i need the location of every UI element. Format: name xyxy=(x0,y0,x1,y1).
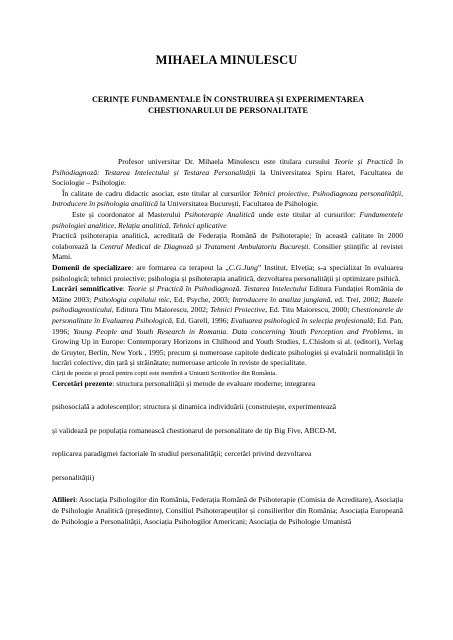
lucrari-paragraph xyxy=(52,284,403,369)
afilieri-paragraph xyxy=(52,495,403,527)
book-title: Teorie și Practică în Psihodiagnoză. Testarea Intelectului xyxy=(127,284,307,294)
title-line-1: CERINȚE FUNDAMENTALE ÎN CONSTRUIREA ȘI EXPERIMENTAREA xyxy=(92,95,364,104)
intro-paragraph-2 xyxy=(52,189,403,210)
title-line-2: CHESTIONARULUI DE PERSONALITATE xyxy=(148,105,308,115)
text-run: , in Growing Up in Europe: Contemporary Horizons in Chilhood and Youth Studies, L.Chislom si al. (editori), Verlag de Gruyter, Berlin, New York , 1995; xyxy=(52,326,403,357)
text-run: : are formarea ca terapeut la „ xyxy=(131,262,229,272)
text-run: Profesor universitar Dr. Mihaela Minulescu este titulara cursului xyxy=(118,157,335,166)
text-run: ; Ed. Pan, 1996; xyxy=(52,315,404,336)
section-label: Cercetări prezente xyxy=(52,378,113,388)
poetry-note: Cărți de poezie și proză pentru copii este membră a Uniunii Scriitorilor din România. xyxy=(52,369,277,377)
cercetari-line-3: și validează pe populația romanească chestionarul de personalitate de tip Big Five, ABCD-M, xyxy=(52,425,337,435)
text-run: În calitate de cadru didactic asociat, este titular al cursurilor xyxy=(62,188,253,198)
specializare-paragraph xyxy=(52,263,403,284)
text-run: precum și numeroase capitole dedicate psihologiei și evaluării normalității în lucrări colective, din țară și străinătate; numeroase articole în reviste de specialitate. xyxy=(52,347,403,368)
cercetari-line-2: psihosocială a adolescenților; structura și dinamica individuării (construiește, experimentează xyxy=(52,402,337,412)
section-label: Domenii de specializare xyxy=(52,262,132,272)
cercetari-line-1 xyxy=(52,378,403,390)
intro-paragraph-4 xyxy=(52,231,403,263)
text-run: , Ed. Psyche, 2003; xyxy=(169,294,233,304)
text-run: Este și coordonator al Masterului xyxy=(72,209,185,219)
text-run: : Asociația Psihologilor din România, Federația Română de Psihoterapie (Comisia de Acreditare), Asociația de Psihologie Analitică (președinte), Consiliul Psihoterapeuților și consilierilor din România; Asociația Europeană de Psihologie a Personalității, Asociația Psihologilor Americani; Asociația de Psihologie Umanistă xyxy=(52,495,403,526)
text-run: , Ed. Garell, 1996; xyxy=(171,315,231,325)
intro-paragraph-1 xyxy=(52,157,403,189)
text-run: : xyxy=(122,284,128,294)
book-title: Chestionarele de personalitate în Evaluarea Psihologică xyxy=(52,305,403,325)
book-title: Evaluarea psihologică în selecția profesională xyxy=(230,315,374,325)
book-title: Young People and Youth Research in Romania. Data concerning Youth Perception and Problems xyxy=(73,326,392,336)
course-title: Teorie și Practică în Psihodiagnoză: Testarea Intelectului și Testarea Personalității xyxy=(52,157,403,177)
text-run: , ed. Trei, 2002; xyxy=(330,294,383,304)
text-run: Consilier științific al revistei Mami. xyxy=(52,241,404,262)
text-run: ” Institut, Elveția; s-a specializat în evaluarea psihologică; tehnici proiective; psihologia și psihoterapia analitică, dezvoltarea personalității și optimizare psihică. xyxy=(52,262,403,283)
text-run: la Universitatea Spiru Haret, Facultatea de Sociologie – Psihologie. xyxy=(52,167,403,188)
center-name: Centrul Medical de Diagnoză și Tratament Ambulatoriu București. xyxy=(99,241,311,251)
text-run: unde este titular al cursurilor: xyxy=(254,209,360,219)
course-titles: Fundamentele psihologiei analitice, Relația analitică, Tehnici aplicative xyxy=(52,209,403,230)
text-run: Editura Fundației România de Mâine 2003; xyxy=(52,284,403,304)
text-run: la Universitatea București, Facultatea de Psihologie. xyxy=(157,199,319,209)
cercetari-line-4: replicarea paradigmei factoriale în studiul personalității; cercetări privind dezvoltarea xyxy=(52,449,312,459)
book-title: Introducere în analiza jungiană xyxy=(232,294,331,304)
book-title: Psihologia copilului mic xyxy=(93,294,170,304)
document-body xyxy=(52,157,403,527)
cercetari-line-5: personalității) xyxy=(52,472,95,482)
intro-paragraph-3 xyxy=(52,210,403,231)
text-run: , Ed. Titu Maiorescu, 2000; xyxy=(265,305,352,315)
author-name: MIHAELA MINULESCU xyxy=(155,53,298,67)
institute-name: C.G.Jung xyxy=(228,262,258,272)
text-run: : structura personalității și metode de evaluare moderne; integrarea xyxy=(112,378,316,388)
section-label: Lucrări semnificative xyxy=(52,284,123,294)
document-title xyxy=(66,95,390,116)
master-title: Psihoterapie Analitică xyxy=(184,209,255,219)
text-run: Practică psihoterapia analitică, acreditată de Federația Română de Psihoterapie; în această calitate în 2000 colaborează la xyxy=(52,231,403,251)
book-title: Tehnici Proiective xyxy=(210,305,266,315)
course-titles: Tehnici proiective, Psihodiagnoza personalității, Introducere în psihologia analitică xyxy=(52,188,403,209)
book-title: Bazele psihodiagnosticului xyxy=(52,294,404,315)
section-label: Afilieri xyxy=(52,495,76,505)
text-run: , Editura Titu Maiorescu, 2002; xyxy=(111,305,211,315)
